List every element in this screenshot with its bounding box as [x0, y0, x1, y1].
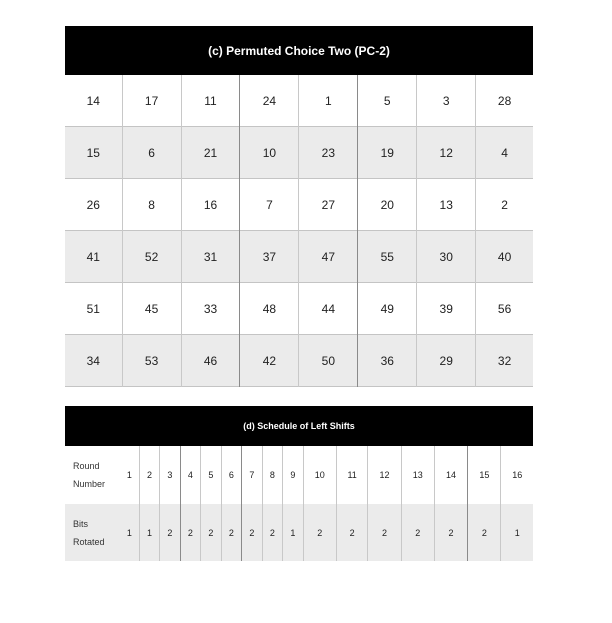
round-label-line-1: Round — [73, 461, 100, 471]
bits-rotated-cell: 1 — [120, 504, 139, 561]
round-number-cell: 1 — [120, 446, 139, 504]
round-number-label — [65, 446, 120, 504]
table-cell: 3 — [417, 75, 476, 127]
table-cell: 28 — [476, 75, 533, 127]
table-cell: 55 — [358, 231, 417, 283]
table-cell: 13 — [417, 179, 476, 231]
round-number-cell: 8 — [262, 446, 282, 504]
bits-rotated-cell: 2 — [368, 504, 401, 561]
bits-label-line-2: Rotated — [73, 536, 105, 547]
table-cell: 27 — [299, 179, 358, 231]
table-cell: 10 — [240, 127, 299, 179]
table-row — [65, 283, 533, 335]
table-cell: 47 — [299, 231, 358, 283]
bits-rotated-cell: 2 — [336, 504, 368, 561]
bits-rotated-cell: 2 — [160, 504, 180, 561]
bits-rotated-cell: 2 — [303, 504, 336, 561]
round-number-cell: 14 — [434, 446, 467, 504]
table-cell: 50 — [299, 335, 358, 387]
table-cell: 21 — [181, 127, 240, 179]
table-cell: 6 — [122, 127, 181, 179]
table-cell: 41 — [65, 231, 122, 283]
bits-rotated-row — [65, 504, 533, 561]
table-cell: 8 — [122, 179, 181, 231]
table-cell: 29 — [417, 335, 476, 387]
table-cell: 33 — [181, 283, 240, 335]
table-cell: 15 — [65, 127, 122, 179]
table-row — [65, 179, 533, 231]
table-cell: 44 — [299, 283, 358, 335]
round-number-cell: 7 — [242, 446, 262, 504]
table-cell: 30 — [417, 231, 476, 283]
bits-rotated-cell: 2 — [262, 504, 282, 561]
table-cell: 51 — [86, 301, 100, 316]
table-cell: 7 — [240, 179, 299, 231]
round-number-cell: 2 — [139, 446, 159, 504]
round-number-cell: 10 — [303, 446, 336, 504]
bits-rotated-cell: 2 — [434, 504, 467, 561]
table-cell: 34 — [65, 335, 122, 387]
left-shifts-title: (d) Schedule of Left Shifts — [65, 406, 533, 446]
round-number-cell: 5 — [201, 446, 221, 504]
left-shifts-table — [65, 406, 533, 561]
bits-rotated-cell: 1 — [501, 504, 533, 561]
round-number-cell: 12 — [368, 446, 401, 504]
round-number-cell: 16 — [501, 446, 533, 504]
table-cell: 32 — [476, 335, 533, 387]
table-cell: 23 — [299, 127, 358, 179]
table-cell: 53 — [122, 335, 181, 387]
table-cell: 5 — [358, 75, 417, 127]
round-number-cell: 4 — [180, 446, 200, 504]
table-cell: 36 — [358, 335, 417, 387]
table-cell: 14 — [86, 93, 100, 108]
bits-rotated-cell: 2 — [201, 504, 221, 561]
table-cell: 37 — [240, 231, 299, 283]
table-row — [65, 335, 533, 387]
table-cell: 46 — [181, 335, 240, 387]
round-number-cell: 3 — [160, 446, 180, 504]
bits-rotated-cell: 2 — [401, 504, 434, 561]
table-cell: 48 — [240, 283, 299, 335]
round-number-cell: 6 — [221, 446, 241, 504]
table-cell: 26 — [86, 197, 100, 212]
bits-rotated-cell: 2 — [221, 504, 241, 561]
round-number-row — [65, 446, 533, 504]
round-number-cell: 11 — [336, 446, 368, 504]
table-cell: 52 — [122, 231, 181, 283]
table-cell: 12 — [417, 127, 476, 179]
round-number-cell: 15 — [468, 446, 501, 504]
table-row — [65, 231, 533, 283]
table-cell: 45 — [122, 283, 181, 335]
table-cell: 56 — [476, 283, 533, 335]
table-row — [65, 75, 533, 127]
bits-label-line-1: Bits — [73, 518, 89, 529]
pc2-table — [65, 26, 533, 387]
bits-rotated-cell: 2 — [180, 504, 200, 561]
table-cell: 11 — [181, 75, 240, 127]
table-cell: 39 — [417, 283, 476, 335]
table-cell: 20 — [358, 179, 417, 231]
table-cell: 17 — [122, 75, 181, 127]
table-row — [65, 127, 533, 179]
pc2-title: (c) Permuted Choice Two (PC-2) — [65, 26, 533, 75]
table-cell: 4 — [476, 127, 533, 179]
round-number-cell: 13 — [401, 446, 434, 504]
bits-rotated-label — [65, 504, 120, 561]
bits-rotated-cell: 2 — [242, 504, 262, 561]
table-cell: 2 — [476, 179, 533, 231]
table-cell: 31 — [181, 231, 240, 283]
table-cell: 40 — [476, 231, 533, 283]
bits-rotated-cell: 1 — [283, 504, 303, 561]
bits-rotated-cell: 1 — [139, 504, 159, 561]
table-cell: 42 — [240, 335, 299, 387]
table-cell: 49 — [358, 283, 417, 335]
table-cell: 1 — [299, 75, 358, 127]
round-number-cell: 9 — [283, 446, 303, 504]
round-label-line-2: Number — [73, 479, 106, 489]
table-cell: 24 — [240, 75, 299, 127]
table-cell: 16 — [181, 179, 240, 231]
bits-rotated-cell: 2 — [468, 504, 501, 561]
table-cell: 19 — [358, 127, 417, 179]
